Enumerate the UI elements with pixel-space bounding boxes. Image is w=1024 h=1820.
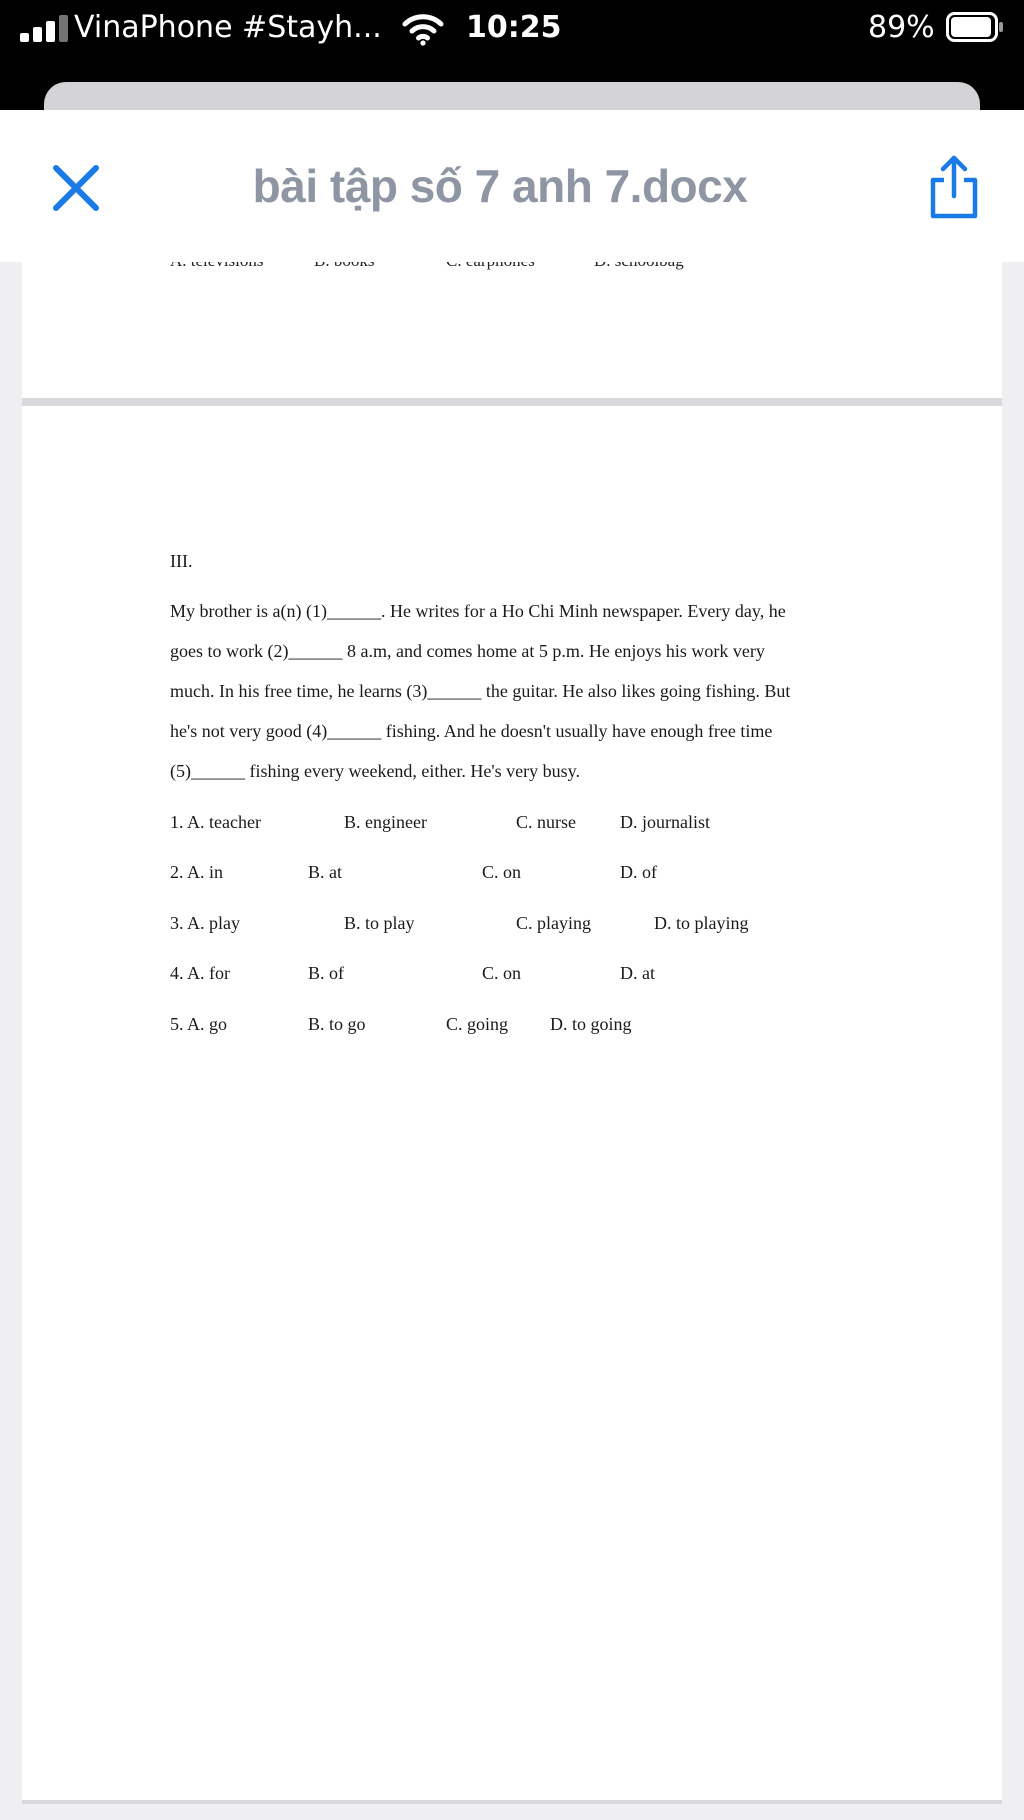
- question-3-option-d: D. to playing: [654, 913, 749, 933]
- share-button[interactable]: [926, 154, 982, 220]
- question-5-option-a: 5. A. go: [170, 1014, 228, 1034]
- question-5-option-d: D. to going: [550, 1014, 632, 1034]
- paragraph-line: he's not very good (4)______ fishing. And he doesn't usually have enough free time: [170, 721, 773, 741]
- question-2-option-c: C. on: [482, 862, 522, 882]
- question-1-option-a: 1. A. teacher: [170, 812, 261, 832]
- clock: 10:25: [466, 10, 562, 45]
- document-page: [22, 406, 1002, 1804]
- page-separator: [22, 398, 1002, 406]
- paragraph-line: (5)______ fishing every weekend, either. He's very busy.: [170, 761, 580, 781]
- question-1-option-b: B. engineer: [344, 812, 427, 832]
- question-5-option-c: C. going: [446, 1014, 509, 1034]
- share-icon: [933, 158, 975, 216]
- wifi-icon: [402, 12, 444, 46]
- document-title: bài tập số 7 anh 7.docx: [252, 160, 748, 212]
- battery-icon: [946, 12, 1004, 42]
- carrier-name: VinaPhone #Stayh...: [74, 10, 382, 45]
- close-button[interactable]: [48, 160, 104, 216]
- cut-off-options-line: [170, 262, 730, 270]
- question-4-option-b: B. of: [308, 963, 344, 983]
- question-1-option-c: C. nurse: [516, 812, 576, 832]
- question-4-option-d: D. at: [620, 963, 655, 983]
- question-4-option-c: C. on: [482, 963, 522, 983]
- question-2-option-b: B. at: [308, 862, 342, 882]
- paragraph-line: My brother is a(n) (1)______. He writes for a Ho Chi Minh newspaper. Every day, he: [170, 601, 786, 621]
- question-2-option-a: 2. A. in: [170, 862, 224, 882]
- document-viewer-sheet: [0, 110, 1024, 1820]
- question-4-option-a: 4. A. for: [170, 963, 230, 983]
- question-2-option-d: D. of: [620, 862, 657, 882]
- nav-bar: [0, 110, 1024, 262]
- battery-percentage: 89%: [868, 10, 935, 45]
- paragraph-line: goes to work (2)______ 8 a.m, and comes home at 5 p.m. He enjoys his work very: [170, 641, 765, 661]
- question-3-option-a: 3. A. play: [170, 913, 240, 933]
- cellular-signal-icon: [20, 14, 72, 42]
- paragraph-line: much. In his free time, he learns (3)______ the guitar. He also likes going fishing. But: [170, 681, 791, 701]
- previous-page: [22, 262, 1002, 398]
- question-3-option-b: B. to play: [344, 913, 415, 933]
- question-1-option-d: D. journalist: [620, 812, 710, 832]
- section-number: III.: [170, 551, 193, 571]
- question-5-option-b: B. to go: [308, 1014, 366, 1034]
- status-bar: [0, 0, 1024, 60]
- question-3-option-c: C. playing: [516, 913, 591, 933]
